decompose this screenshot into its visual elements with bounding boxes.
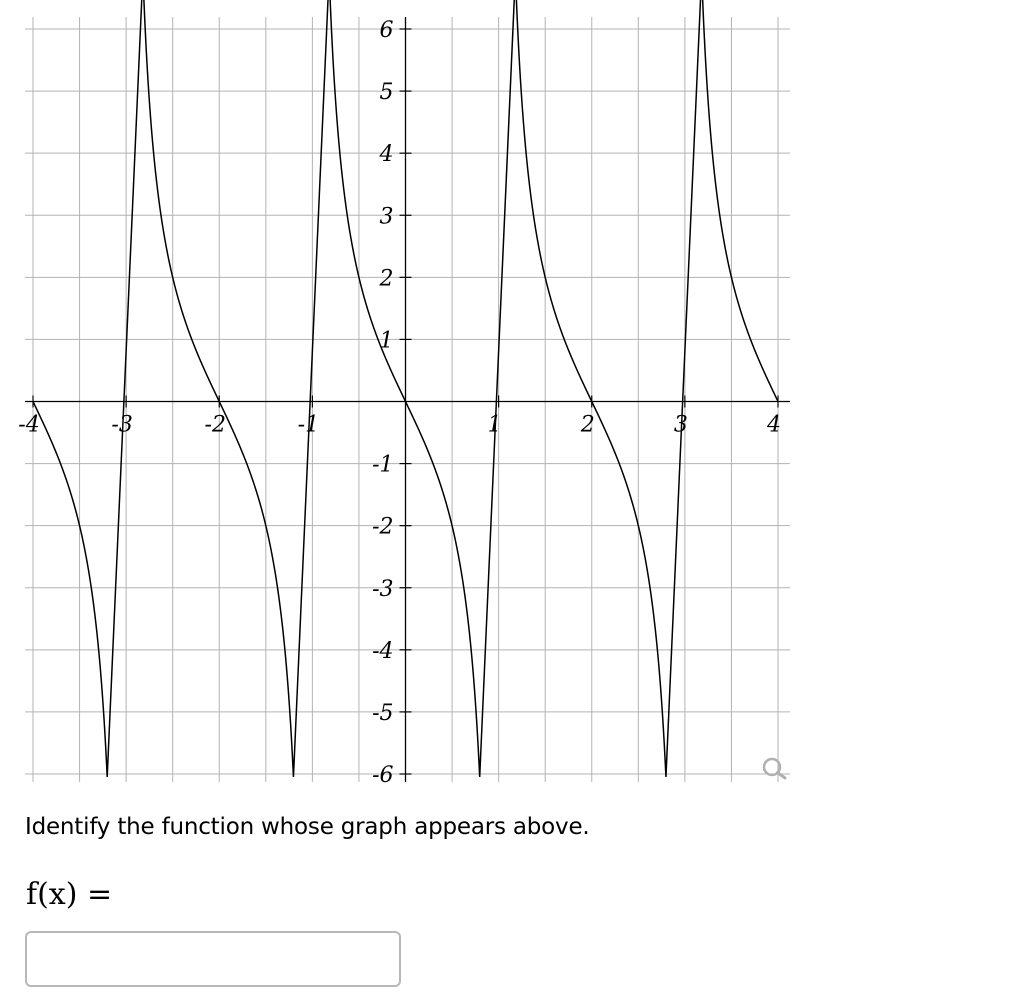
x-tick-label: -1	[297, 412, 320, 438]
y-tick-label: 5	[379, 80, 394, 106]
x-tick-label: -2	[204, 412, 226, 438]
magnifier-icon[interactable]	[764, 759, 785, 778]
y-tick-label: -3	[372, 576, 394, 602]
y-tick-label: 3	[379, 204, 394, 230]
answer-input[interactable]	[25, 931, 401, 987]
tick-labels	[18, 18, 781, 788]
question-text: Identify the function whose graph appears above.	[25, 814, 590, 840]
answer-label: f(x) =	[26, 877, 113, 912]
y-tick-label: 4	[379, 142, 394, 168]
y-tick-label: -5	[372, 700, 394, 726]
y-tick-label: -2	[372, 514, 394, 540]
grid-lines	[25, 17, 790, 782]
x-tick-label: -3	[111, 412, 133, 438]
y-tick-label: -4	[372, 638, 394, 664]
x-tick-label: 2	[580, 412, 595, 438]
x-tick-label: -4	[18, 412, 40, 438]
x-tick-label: 4	[767, 412, 781, 438]
axes	[25, 17, 790, 782]
y-tick-label: -6	[372, 763, 394, 788]
y-tick-label: 1	[379, 328, 394, 354]
x-tick-label: 1	[487, 412, 502, 438]
y-tick-label: 6	[379, 18, 394, 43]
y-tick-label: 2	[379, 266, 394, 292]
x-tick-label: 3	[673, 412, 688, 438]
y-tick-label: -1	[372, 452, 394, 478]
